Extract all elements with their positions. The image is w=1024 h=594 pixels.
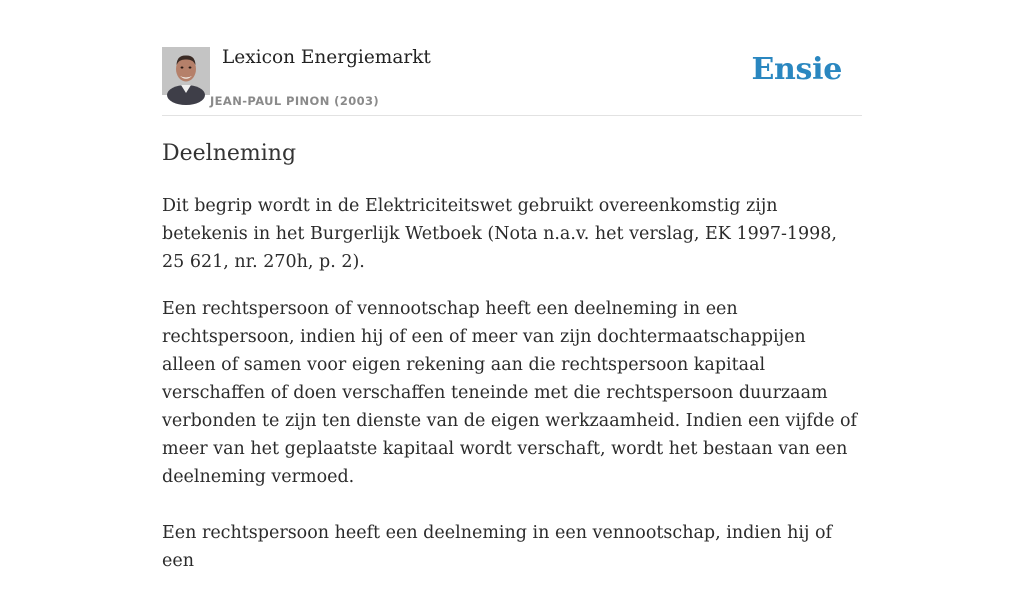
entry-body <box>162 192 862 594</box>
paragraph: Dit begrip wordt in de Elektriciteitswet gebruikt overeenkomstig zijn betekenis in het Burgerlijk Wetboek (Nota n.a.v. het verslag, EK 1997-1998, 25 621, nr. 270h, p. 2). <box>162 196 837 272</box>
content-column <box>162 0 862 571</box>
entry-title: Deelneming <box>162 141 297 166</box>
author-avatar[interactable] <box>162 47 210 95</box>
ensie-logo[interactable]: Ensie <box>751 52 842 87</box>
author-portrait-icon <box>162 47 210 95</box>
header <box>162 0 862 116</box>
book-title[interactable]: Lexicon Energiemarkt <box>222 47 431 68</box>
author-byline[interactable]: JEAN-PAUL PINON (2003) <box>210 94 380 108</box>
paragraph: Een rechtspersoon heeft een deelneming in een vennootschap, indien hij of een <box>162 523 832 571</box>
paragraph: Een rechtspersoon of vennootschap heeft een deelneming in een rechtspersoon, indien hij of een of meer van zijn dochtermaatschappijen alleen of samen voor eigen rekening aan die rechtspersoon kapitaal verschaffen of doen verschaffen teneinde met die rechtspersoon duurzaam verbonden te zijn ten dienste van de eigen werkzaamheid. Indien een vijfde of meer van het geplaatste kapitaal wordt verschaft, wordt het bestaan van een deelneming vermoed. <box>162 299 858 487</box>
